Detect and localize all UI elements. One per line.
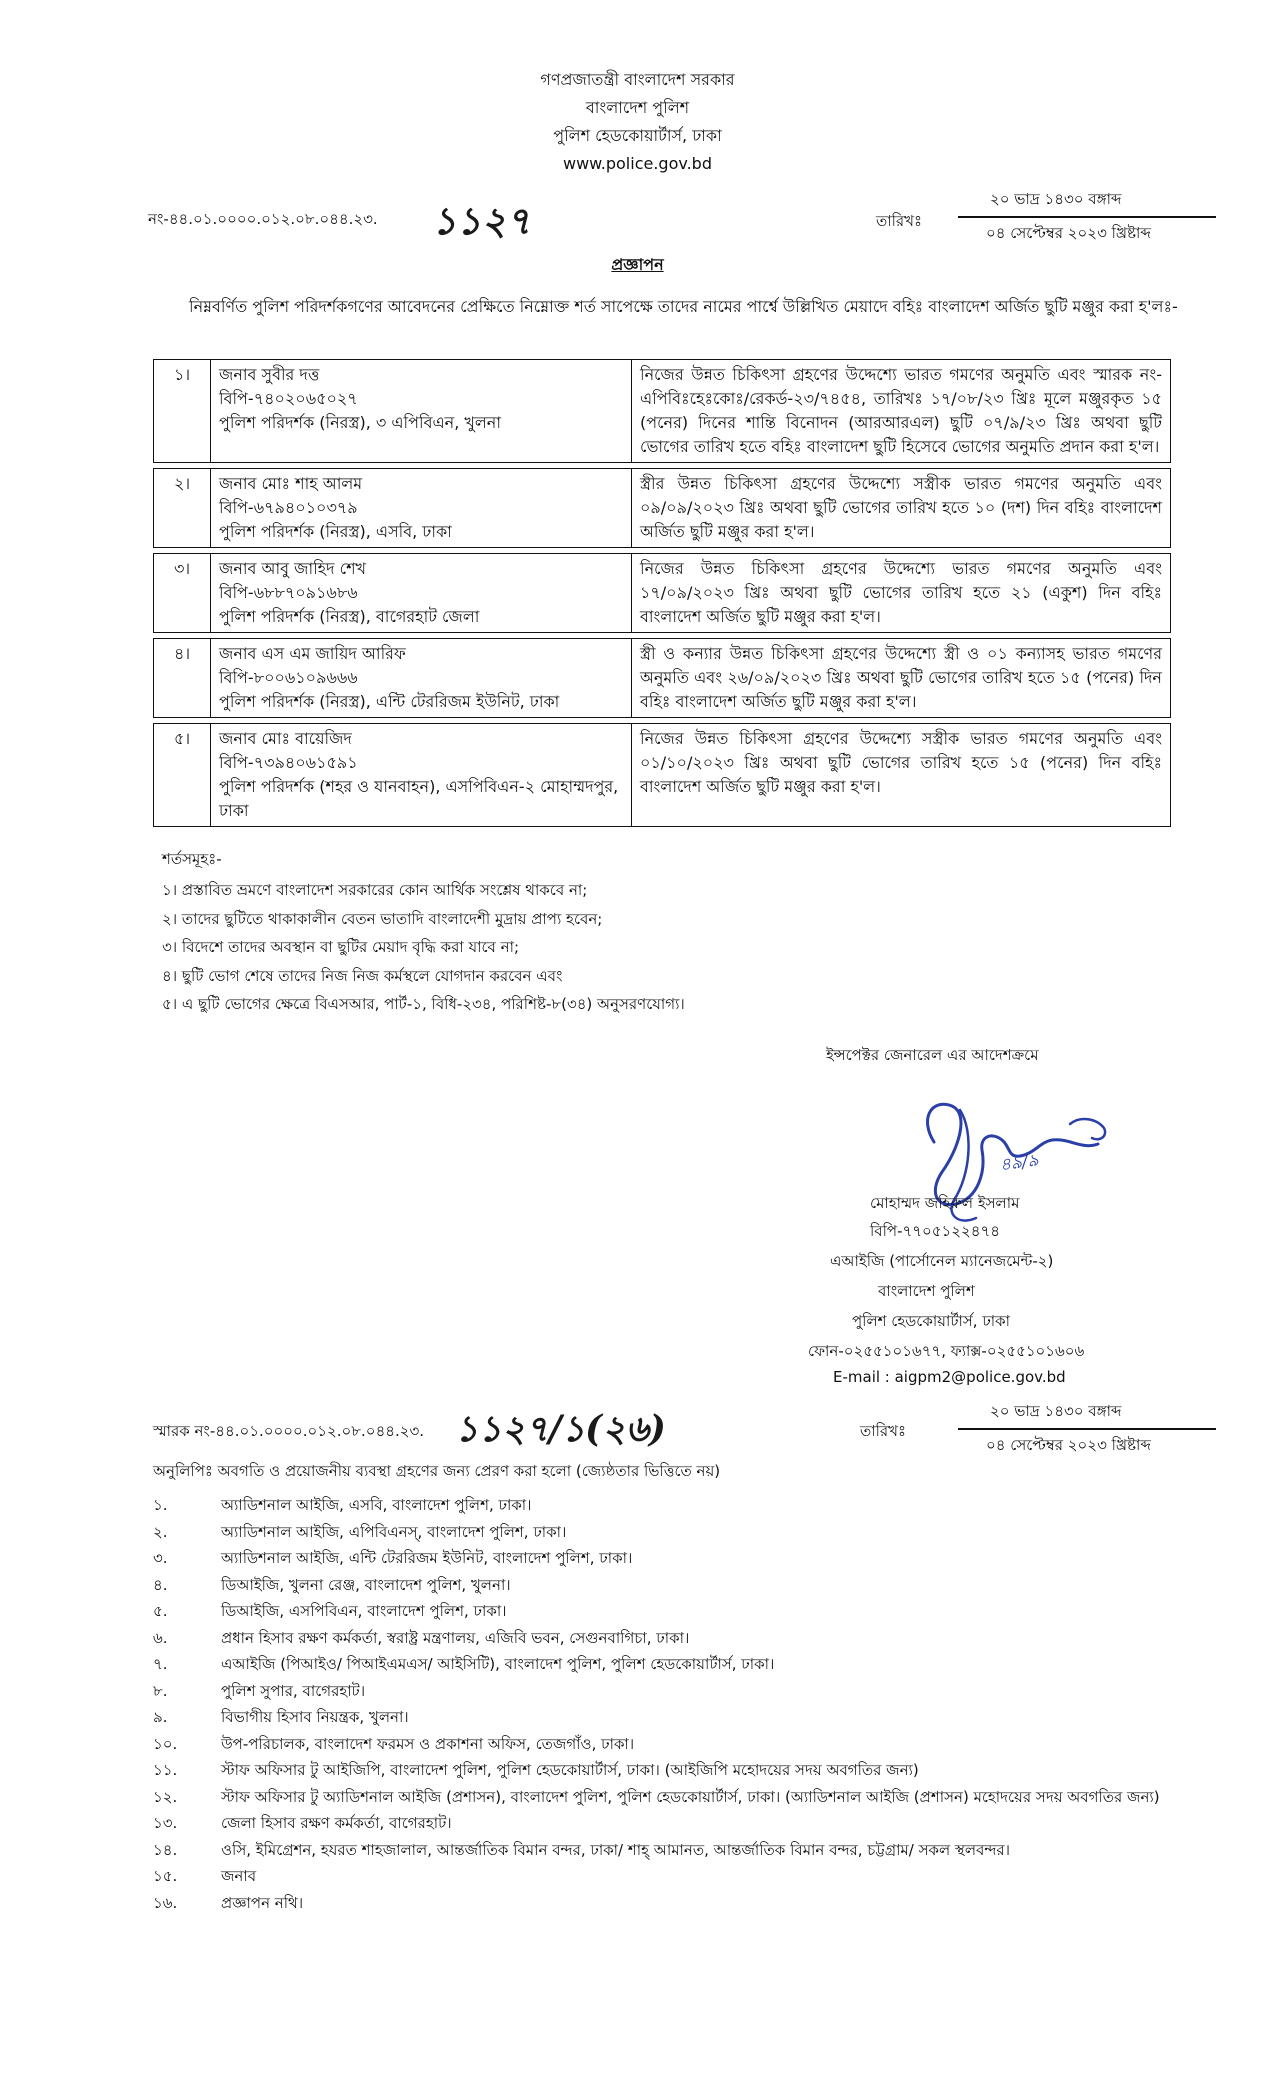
- recipient-text: প্রজ্ঞাপন নথি।: [221, 1893, 304, 1912]
- signatory-phone: ফোন-০২৫৫১০১৬৭৭, ফ্যাক্স-০২৫৫১০১৬০৬: [808, 1342, 1085, 1360]
- org-name: বাংলাদেশ পুলিশ: [585, 98, 690, 117]
- approval-text: নিজের উন্নত চিকিৎসা গ্রহণের উদ্দেশ্যে ভারত গমণের অনুমতি এবং ১৭/০৯/২০২৩ খ্রিঃ অথবা ছুটি ভোগের তারিখ হতে ২১ (একুশ) দিন বহিঃ বাংলাদেশ অর্জিত ছুটি মঞ্জুর করা হ'ল।: [632, 554, 1171, 633]
- table-row: [154, 724, 1171, 827]
- officer-name: জনাব মোঃ বায়েজিদ: [219, 729, 352, 748]
- list-item: [153, 1678, 1233, 1705]
- officer-cell: [211, 469, 632, 548]
- officer-name: জনাব আবু জাহিদ শেখ: [219, 559, 367, 578]
- table-row: [154, 469, 1171, 548]
- copy-memo-number: স্মারক নং-৪৪.০১.০০০০.০১২.০৮.০৪৪.২৩.: [153, 1422, 425, 1440]
- office-name: পুলিশ হেডকোয়ার্টার্স, ঢাকা: [553, 126, 722, 145]
- recipient-number: ৫.: [153, 1602, 168, 1620]
- notice-title: প্রজ্ঞাপন: [611, 255, 664, 274]
- copy-date-divider: [958, 1428, 1216, 1430]
- signatory-org: বাংলাদেশ পুলিশ: [878, 1282, 975, 1300]
- row-number: ১।: [154, 360, 211, 463]
- list-item: [153, 1784, 1233, 1811]
- approval-text: নিজের উন্নত চিকিৎসা গ্রহণের উদ্দেশ্যে ভারত গমণের অনুমতি এবং স্মারক নং-এপিবিঃহেঃকোঃ/রেকর্ড-২৩/৭৪৫৪, তারিখঃ ১৭/০৮/২৩ খ্রিঃ মূলে মঞ্জুরকৃত ১৫ (পনের) দিনের শান্তি বিনোদন (আরআরএল) ছুটি ০৭/৯/২৩ খ্রিঃ অথবা ছুটি ভোগের তারিখ হতে বহিঃ বাংলাদেশ ছুটি হিসেবে ভোগের অনুমতি প্রদান করা হ'ল।: [632, 360, 1171, 463]
- condition-item: ৫। এ ছুটি ভোগের ক্ষেত্রে বিএসআর, পার্ট-১, বিধি-২৩৪, পরিশিষ্ট-৮(৩৪) অনুসরণযোগ্য।: [162, 995, 685, 1013]
- signatory-email[interactable]: E-mail : aigpm2@police.gov.bd: [833, 1368, 1066, 1386]
- recipient-text: উপ-পরিচালক, বাংলাদেশ ফরমস ও প্রকাশনা অফিস, তেজগাঁও, ঢাকা।: [221, 1734, 635, 1753]
- list-item: [153, 1863, 1233, 1890]
- recipient-number: ১২.: [153, 1787, 178, 1806]
- website-link[interactable]: www.police.gov.bd: [562, 154, 712, 173]
- recipient-number: ১১.: [153, 1761, 178, 1779]
- recipient-text: অ্যাডিশনাল আইজি, এন্টি টেররিজম ইউনিট, বাংলাদেশ পুলিশ, ঢাকা।: [221, 1549, 633, 1567]
- officer-name: জনাব এস এম জায়িদ আরিফ: [219, 644, 406, 663]
- list-item: [153, 1757, 1233, 1784]
- notice-intro: নিম্নবর্ণিত পুলিশ পরিদর্শকগণের আবেদনের প্রেক্ষিতে নিম্নোক্ত শর্ত সাপেক্ষে তাদের নামের পার্শ্বে উল্লিখিত মেয়াদে বহিঃ বাংলাদেশ অর্জিত ছুটি মঞ্জুর করা হ'লঃ-: [189, 297, 1178, 316]
- table-row: [154, 360, 1171, 463]
- list-item: [153, 1837, 1233, 1864]
- conditions-list: [162, 876, 685, 1019]
- list-item: [153, 1731, 1233, 1758]
- date-divider: [958, 216, 1216, 218]
- recipient-number: ৯.: [153, 1708, 168, 1726]
- condition-item: ৪। ছুটি ভোগ শেষে তাদের নিজ নিজ কর্মস্থলে যোগদান করবেন এবং: [162, 966, 563, 985]
- recipient-number: ৬.: [153, 1628, 168, 1647]
- officer-designation: পুলিশ পরিদর্শক (নিরস্ত্র), বাগেরহাট জেলা: [219, 607, 480, 626]
- recipient-number: ১৫.: [153, 1867, 178, 1885]
- row-number: ৩।: [154, 554, 211, 633]
- list-item: [153, 1890, 1233, 1917]
- officer-name: জনাব সুবীর দত্ত: [219, 365, 320, 384]
- list-item: [153, 1704, 1233, 1731]
- recipient-text: এআইজি (পিআইও/ পিআইএমএস/ আইসিটি), বাংলাদেশ পুলিশ, পুলিশ হেডকোয়ার্টার্স, ঢাকা।: [221, 1655, 775, 1673]
- recipient-text: স্টাফ অফিসার টু আইজিপি, বাংলাদেশ পুলিশ, পুলিশ হেডকোয়ার্টার্স, ঢাকা। (আইজিপি মহোদয়ের সদয় অবগতির জন্য): [221, 1761, 919, 1779]
- recipient-text: ওসি, ইমিগ্রেশন, হযরত শাহজালাল, আন্তর্জাতিক বিমান বন্দর, ঢাকা/ শাহ্ আমানত, আন্তর্জাতিক বিমান বন্দর, চট্টগ্রাম/ সকল স্থলবন্দর।: [221, 1840, 1011, 1859]
- recipient-text: স্টাফ অফিসার টু অ্যাডিশনাল আইজি (প্রশাসন), বাংলাদেশ পুলিশ, পুলিশ হেডকোয়ার্টার্স, ঢাকা। (অ্যাডিশনাল আইজি (প্রশাসন) মহোদয়ের সদয় অবগতির জন্য): [221, 1787, 1160, 1806]
- recipient-text: ডিআইজি, খুলনা রেঞ্জ, বাংলাদেশ পুলিশ, খুলনা।: [221, 1575, 511, 1594]
- date-label: তারিখঃ: [876, 212, 922, 230]
- officer-cell: [211, 360, 632, 463]
- officer-name: জনাব মোঃ শাহ আলম: [219, 474, 363, 493]
- officer-designation: পুলিশ পরিদর্শক (শহর ও যানবাহন), এসপিবিএন-২ মোহাম্মদপুর, ঢাকা: [219, 777, 619, 820]
- recipient-number: ৮.: [153, 1681, 168, 1700]
- officer-designation: পুলিশ পরিদর্শক (নিরস্ত্র), এন্টি টেররিজম ইউনিট, ঢাকা: [219, 692, 560, 711]
- signatory-office: পুলিশ হেডকোয়ার্টার্স, ঢাকা: [852, 1312, 1011, 1330]
- recipient-text: প্রধান হিসাব রক্ষণ কর্মকর্তা, স্বরাষ্ট্র মন্ত্রণালয়, এজিবি ভবন, সেগুনবাগিচা, ঢাকা।: [221, 1628, 690, 1647]
- condition-item: ১। প্রস্তাবিত ভ্রমণে বাংলাদেশ সরকারের কোন আর্থিক সংশ্লেষ থাকবে না;: [162, 881, 588, 899]
- list-item: [153, 1492, 1233, 1519]
- recipient-text: জেলা হিসাব রক্ষণ কর্মকর্তা, বাগেরহাট।: [221, 1814, 452, 1832]
- recipient-text: অ্যাডিশনাল আইজি, এপিবিএনস্, বাংলাদেশ পুলিশ, ঢাকা।: [221, 1522, 567, 1541]
- signatory-designation: এআইজি (পার্সোনেল ম্যানেজমেন্ট-২): [830, 1252, 1054, 1270]
- order-line: ইন্সপেক্টর জেনারেল এর আদেশক্রমে: [826, 1046, 1039, 1064]
- recipient-number: ১০.: [153, 1734, 178, 1753]
- officer-bp: বিপি-৮০০৬১০৯৬৬৬: [219, 668, 358, 687]
- officer-designation: পুলিশ পরিদর্শক (নিরস্ত্র), এসবি, ঢাকা: [219, 522, 452, 541]
- recipient-number: ৭.: [153, 1655, 168, 1673]
- list-item: [153, 1572, 1233, 1599]
- copy-date-label: তারিখঃ: [860, 1422, 906, 1440]
- list-item: [153, 1625, 1233, 1652]
- memo-handwritten-number: ১১২৭: [432, 198, 531, 243]
- recipient-number: ১.: [153, 1496, 168, 1514]
- officer-cell: [211, 554, 632, 633]
- recipient-number: ৩.: [153, 1549, 168, 1567]
- signatory-bp: বিপি-৭৭০৫১২২৪৭৪: [870, 1222, 1000, 1240]
- recipient-text: জনাব: [221, 1867, 257, 1885]
- recipients-list: [153, 1492, 1233, 1916]
- list-item: [153, 1810, 1233, 1837]
- officer-bp: বিপি-৭৩৯৪০৬১৫৯১: [219, 753, 358, 772]
- copy-memo-handwritten-number: ১১২৭/১(২৬): [455, 1408, 666, 1450]
- recipient-number: ১৬.: [153, 1893, 178, 1912]
- memo-number: নং-৪৪.০১.০০০০.০১২.০৮.০৪৪.২৩.: [148, 210, 378, 228]
- list-item: [153, 1519, 1233, 1546]
- officer-cell: [211, 639, 632, 718]
- row-number: ৫।: [154, 724, 211, 827]
- row-number: ২।: [154, 469, 211, 548]
- copy-date-english: ০৪ সেপ্টেম্বর ২০২৩ খ্রিষ্টাব্দ: [986, 1436, 1151, 1454]
- table-row: [154, 554, 1171, 633]
- officer-bp: বিপি-৬৭৯৪০১০৩৭৯: [219, 498, 358, 517]
- condition-item: ৩। বিদেশে তাদের অবস্থান বা ছুটির মেয়াদ বৃদ্ধি করা যাবে না;: [162, 938, 520, 956]
- signature-date: ৪৯/৯: [998, 1150, 1040, 1176]
- recipient-number: ১৩.: [153, 1814, 178, 1832]
- officer-bp: বিপি-৬৮৮৭০৯১৬৮৬: [219, 583, 358, 602]
- table-row: [154, 639, 1171, 718]
- approval-text: স্ত্রীর উন্নত চিকিৎসা গ্রহণের উদ্দেশ্যে সস্ত্রীক ভারত গমণের অনুমতি এবং ০৯/০৯/২০২৩ খ্রিঃ অথবা ছুটি ভোগের তারিখ হতে ১০ (দশ) দিন বহিঃ বাংলাদেশ অর্জিত ছুটি মঞ্জুর করা হ'ল।: [632, 469, 1171, 548]
- conditions-heading: শর্তসমূহঃ-: [162, 850, 222, 868]
- recipient-text: ডিআইজি, এসপিবিএন, বাংলাদেশ পুলিশ, ঢাকা।: [221, 1602, 507, 1620]
- recipient-number: ১৪.: [153, 1840, 178, 1859]
- list-item: [153, 1545, 1233, 1572]
- copy-date-bangla: ২০ ভাদ্র ১৪৩০ বঙ্গাব্দ: [990, 1402, 1122, 1420]
- recipient-text: বিভাগীয় হিসাব নিয়ন্ত্রক, খুলনা।: [221, 1708, 409, 1726]
- recipient-number: ২.: [153, 1522, 168, 1541]
- approval-text: স্ত্রী ও কন্যার উন্নত চিকিৎসা গ্রহণের উদ্দেশ্যে স্ত্রী ও ০১ কন্যাসহ ভারত গমণের অনুমতি এবং ২৬/০৯/২০২৩ খ্রিঃ অথবা ছুটি ভোগের তারিখ হতে ১৫ (পনের) দিন বহিঃ বাংলাদেশ অর্জিত ছুটি মঞ্জুর করা হ'ল।: [632, 639, 1171, 718]
- date-english: ০৪ সেপ্টেম্বর ২০২৩ খ্রিষ্টাব্দ: [986, 224, 1151, 242]
- approval-text: নিজের উন্নত চিকিৎসা গ্রহণের উদ্দেশ্যে সস্ত্রীক ভারত গমণের অনুমতি এবং ০১/১০/২০২৩ খ্রিঃ অথবা ছুটি ভোগের তারিখ হতে ১৫ (পনের) দিন বহিঃ বাংলাদেশ অর্জিত ছুটি মঞ্জুর করা হ'ল।: [632, 724, 1171, 827]
- recipient-text: অ্যাডিশনাল আইজি, এসবি, বাংলাদেশ পুলিশ, ঢাকা।: [221, 1496, 532, 1514]
- condition-item: ২। তাদের ছুটিতে থাকাকালীন বেতন ভাতাদি বাংলাদেশী মুদ্রায় প্রাপ্য হবেন;: [162, 909, 603, 928]
- signatory-name: মোহাম্মদ জহিরুল ইসলাম: [870, 1194, 1020, 1212]
- row-number: ৪।: [154, 639, 211, 718]
- list-item: [153, 1651, 1233, 1678]
- officer-designation: পুলিশ পরিদর্শক (নিরস্ত্র), ৩ এপিবিএন, খুলনা: [219, 413, 501, 432]
- officer-cell: [211, 724, 632, 827]
- list-item: [153, 1598, 1233, 1625]
- copy-intro: অনুলিপিঃ অবগতি ও প্রয়োজনীয় ব্যবস্থা গ্রহণের জন্য প্রেরণ করা হলো (জ্যেষ্ঠতার ভিত্তিতে নয়): [153, 1462, 721, 1480]
- govt-title: গণপ্রজাতন্ত্রী বাংলাদেশ সরকার: [540, 70, 735, 89]
- date-bangla: ২০ ভাদ্র ১৪৩০ বঙ্গাব্দ: [990, 190, 1122, 208]
- recipient-text: পুলিশ সুপার, বাগেরহাট।: [221, 1681, 366, 1700]
- officers-table: [153, 359, 1171, 827]
- officer-bp: বিপি-৭৪০২০৬৫০২৭: [219, 389, 358, 408]
- recipient-number: ৪.: [153, 1575, 168, 1594]
